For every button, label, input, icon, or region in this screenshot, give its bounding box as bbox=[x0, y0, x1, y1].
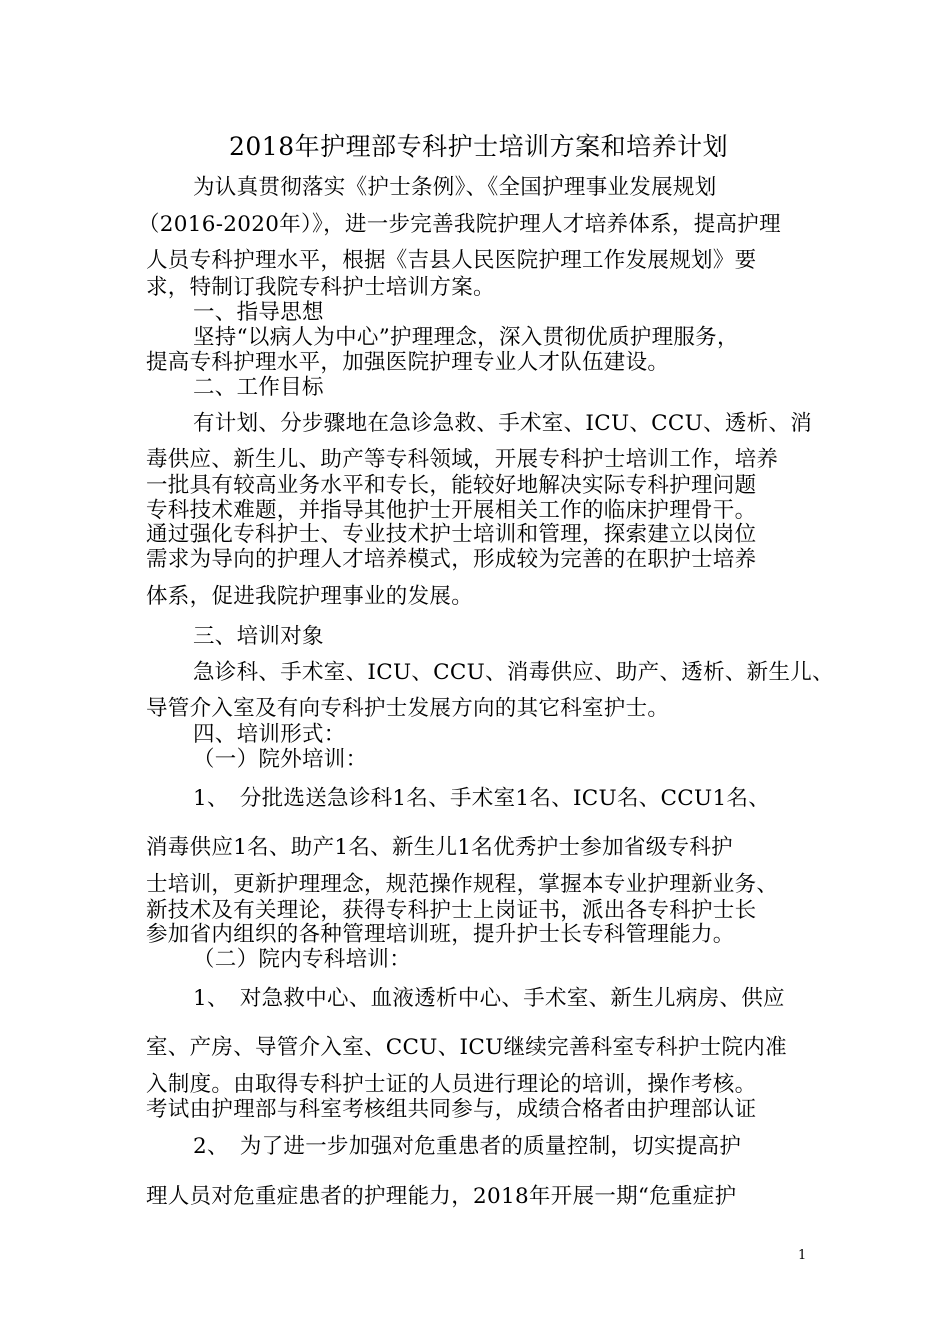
paragraph-line: 参加省内组织的各种管理培训班，提升护士长专科管理能力。 bbox=[146, 922, 735, 947]
paragraph-line: （2016-2020年）》，进一步完善我院护理人才培养体系，提高护理 bbox=[138, 212, 781, 237]
section-heading: 三、培训对象 bbox=[193, 624, 324, 649]
page-number: 1 bbox=[798, 1248, 807, 1263]
paragraph-line: 消毒供应1名、助产1名、新生儿1名优秀护士参加省级专科护 bbox=[146, 835, 733, 860]
paragraph-line: 人员专科护理水平，根据《吉县人民医院护理工作发展规划》要 bbox=[146, 248, 757, 273]
paragraph-line: 坚持“以病人为中心”护理理念，深入贯彻优质护理服务， bbox=[193, 325, 739, 350]
paragraph-line: 有计划、分步骤地在急诊急救、手术室、ICU、CCU、透析、消 bbox=[193, 411, 813, 436]
paragraph-line: 导管介入室及有向专科护士发展方向的其它科室护士。 bbox=[146, 696, 670, 721]
paragraph-line: 2、 为了进一步加强对危重患者的质量控制，切实提高护 bbox=[193, 1134, 742, 1159]
subsection-heading: （一）院外培训： bbox=[193, 747, 368, 772]
paragraph-line: 求，特制订我院专科护士培训方案。 bbox=[146, 275, 495, 300]
section-heading: 一、指导思想 bbox=[193, 300, 324, 325]
paragraph-line: 急诊科、手术室、ICU、CCU、消毒供应、助产、透析、新生儿、 bbox=[193, 660, 834, 685]
paragraph-line: 需求为导向的护理人才培养模式，形成较为完善的在职护士培养 bbox=[146, 547, 757, 572]
section-heading: 四、培训形式： bbox=[193, 722, 346, 747]
paragraph-line: 新技术及有关理论，获得专科护士上岗证书，派出各专科护士长 bbox=[146, 898, 757, 923]
paragraph-line: 体系，促进我院护理事业的发展。 bbox=[146, 584, 474, 609]
paragraph-line: 士培训，更新护理理念，规范操作规程，掌握本专业护理新业务、 bbox=[146, 872, 779, 897]
paragraph-line: 毒供应、新生儿、助产等专科领域，开展专科护士培训工作，培养 bbox=[146, 447, 779, 472]
document-title: 2018年护理部专科护士培训方案和培养计划 bbox=[229, 132, 729, 161]
subsection-heading: （二）院内专科培训： bbox=[193, 947, 412, 972]
paragraph-line: 入制度。由取得专科护士证的人员进行理论的培训，操作考核。 bbox=[146, 1072, 757, 1097]
paragraph-line: 考试由护理部与科室考核组共同参与，成绩合格者由护理部认证 bbox=[146, 1097, 757, 1122]
paragraph-line: 1、 对急救中心、血液透析中心、手术室、新生儿病房、供应 bbox=[193, 986, 785, 1011]
paragraph-line: 通过强化专科护士、专业技术护士培训和管理，探索建立以岗位 bbox=[146, 522, 757, 547]
paragraph-line: 专科技术难题，并指导其他护士开展相关工作的临床护理骨干。 bbox=[146, 498, 757, 523]
paragraph-line: 1、 分批选送急诊科1名、手术室1名、ICU名、CCU1名、 bbox=[193, 786, 771, 811]
paragraph-line: 提高专科护理水平，加强医院护理专业人才队伍建设。 bbox=[146, 350, 670, 375]
section-heading: 二、工作目标 bbox=[193, 375, 324, 400]
paragraph-line: 一批具有较高业务水平和专长，能较好地解决实际专科护理问题 bbox=[146, 473, 757, 498]
paragraph-line: 室、产房、导管介入室、CCU、ICU继续完善科室专科护士院内准 bbox=[146, 1035, 787, 1060]
paragraph-line: 理人员对危重症患者的护理能力，2018年开展一期“危重症护 bbox=[146, 1184, 737, 1209]
paragraph-line: 为认真贯彻落实《护士条例》、《全国护理事业发展规划 bbox=[193, 175, 717, 200]
